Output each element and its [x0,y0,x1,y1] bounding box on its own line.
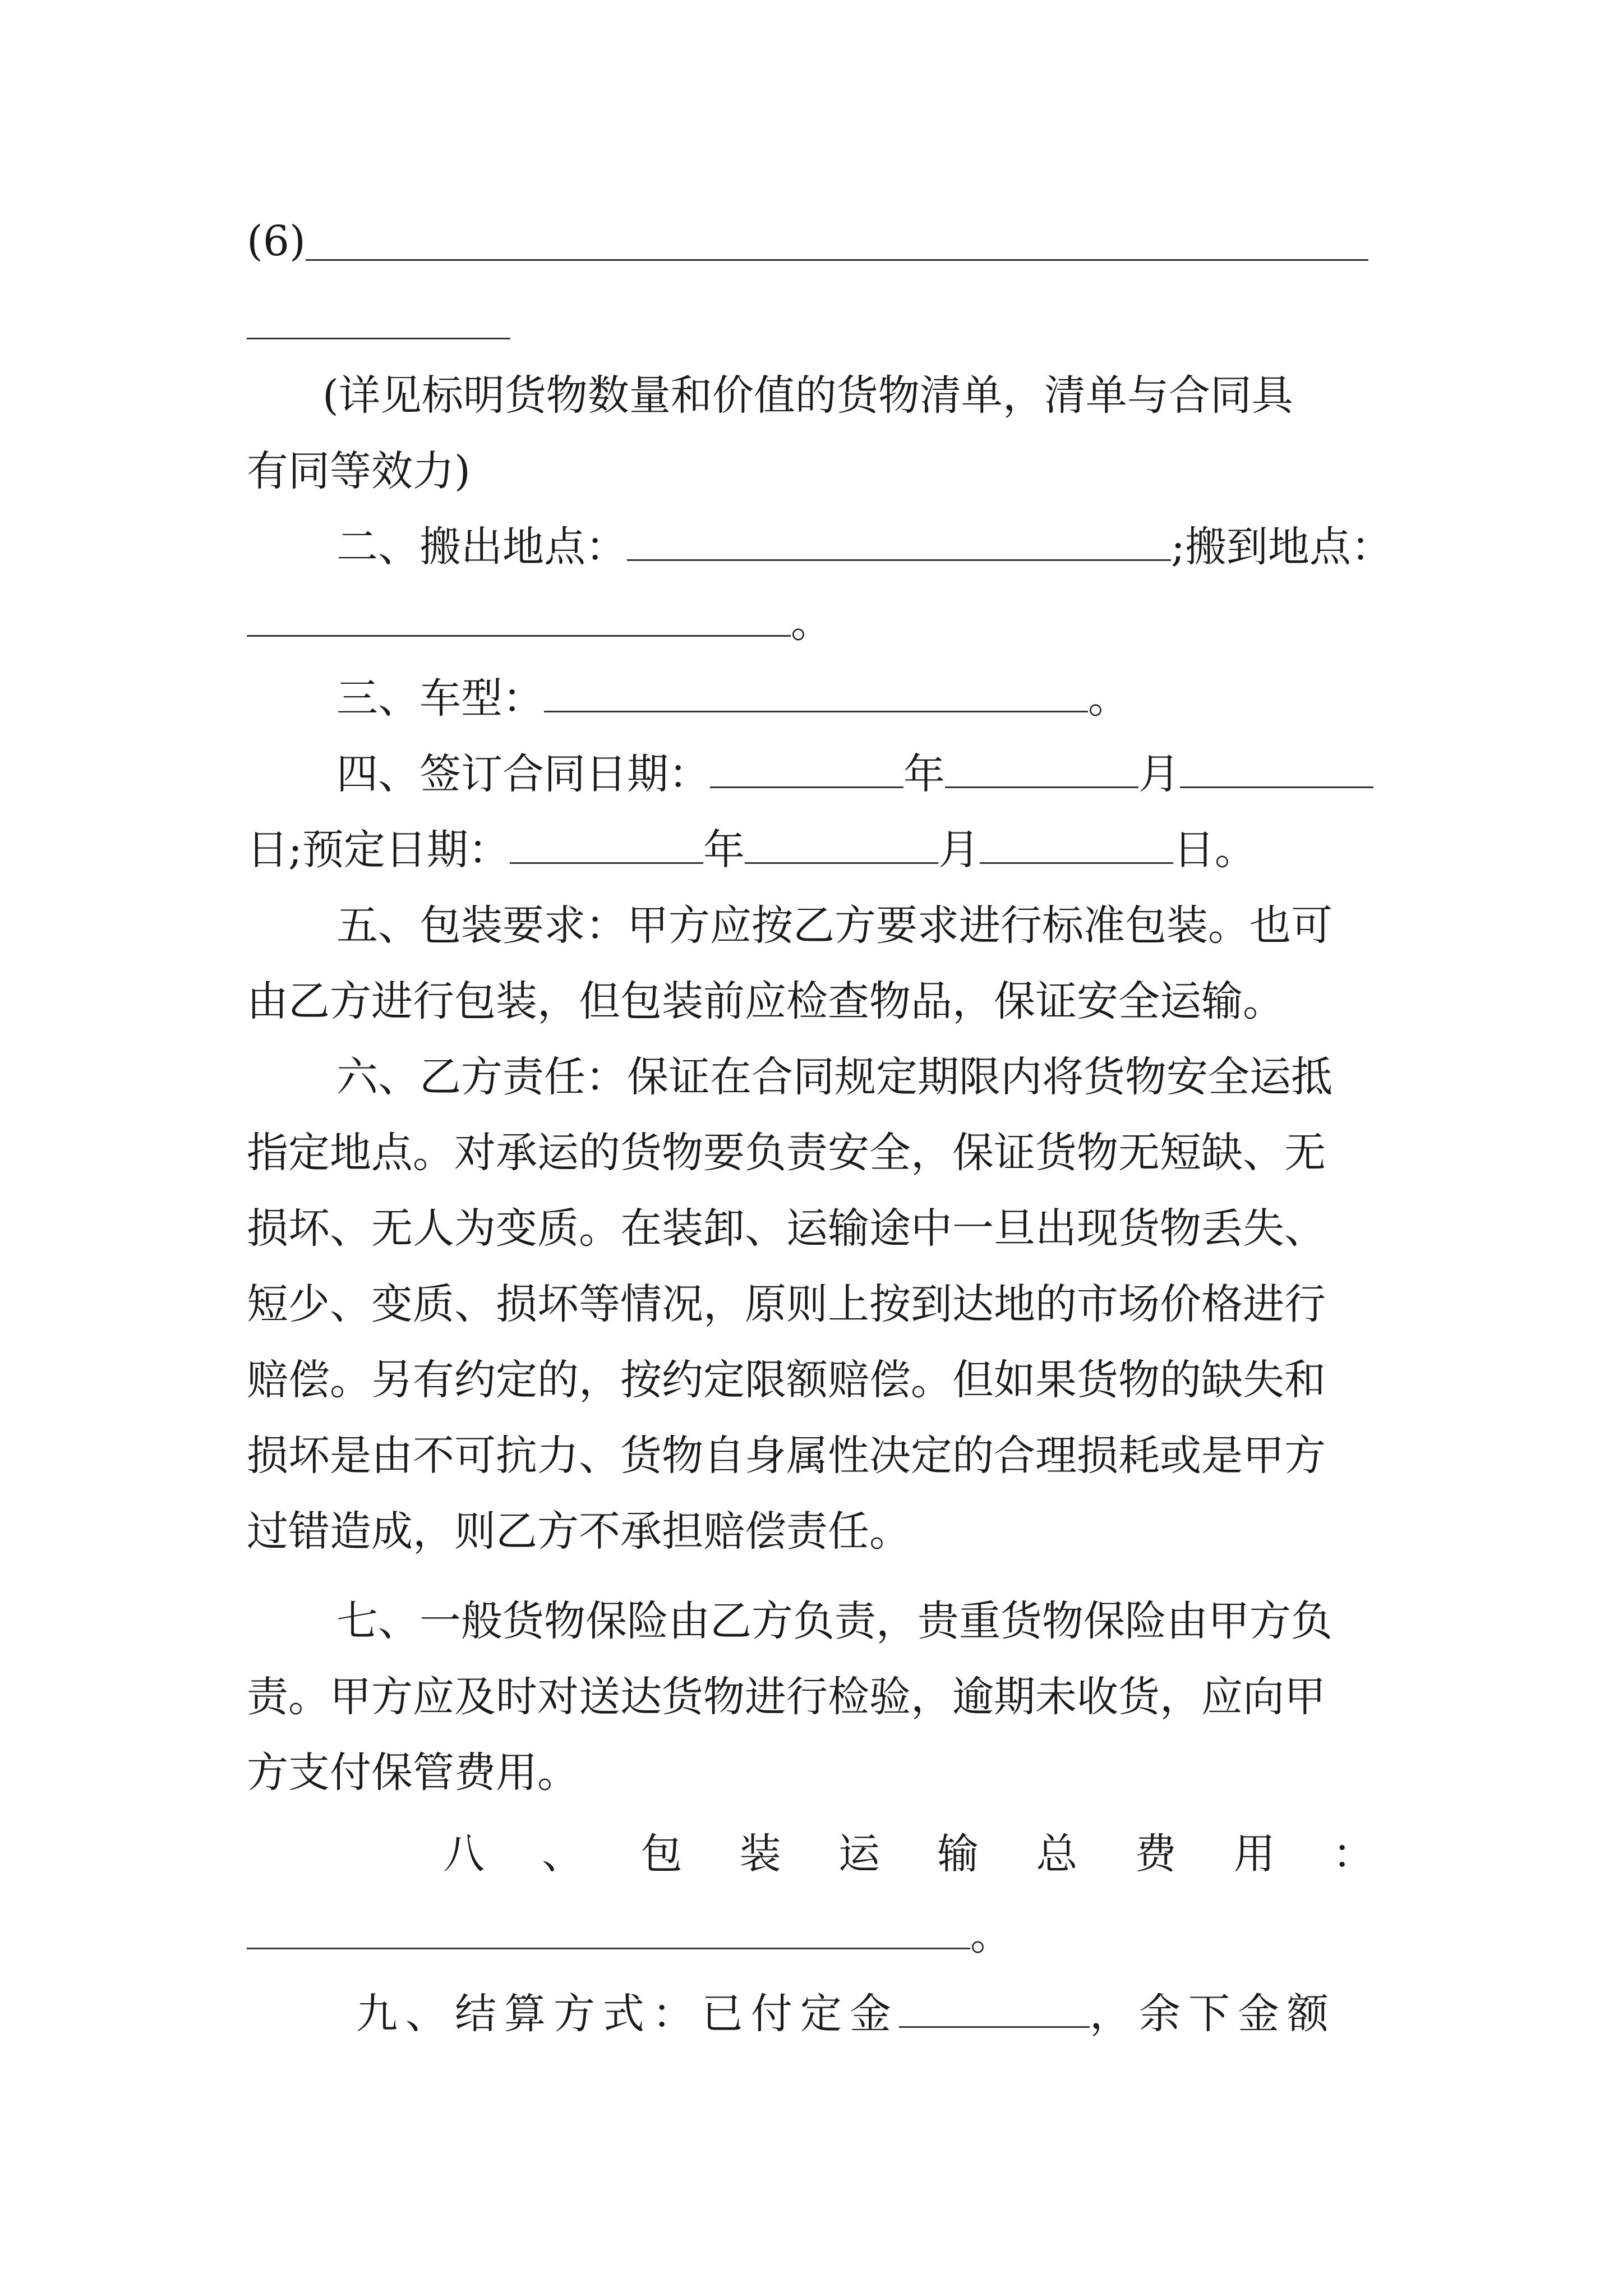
sec4-label: 四、签订合同日期： [336,750,710,798]
item-6-line [247,213,306,269]
item-6-blank [306,259,1368,261]
sign-day-blank [1180,747,1373,788]
sec9-rest: ，余下金额 [1090,1990,1336,2038]
sec3-line [336,670,1129,726]
sec4-month-2: 月 [938,826,980,874]
move-out-address-blank [627,520,1171,561]
item-6-marker: (6) [247,217,306,265]
sign-year-blank [710,747,903,788]
sec9-line [356,1986,1336,2042]
sign-month-blank [945,747,1138,788]
sec7-line-1: 七、一般货物保险由乙方负责，贵重货物保险由甲方负 [336,1597,1332,1645]
sec6-line-7: 过错造成，则乙方不承担赔偿责任。 [247,1507,911,1556]
sec3-label: 三、车型： [336,674,544,723]
sec8-char: 装 [739,1830,781,1878]
sec4-day: 日 [247,826,288,874]
sec8-end: 。 [970,1911,1012,1959]
sec6-line-6: 损坏是由不可抗力、货物自身属性决定的合理损耗或是甲方 [247,1432,1326,1480]
total-fee-blank [247,1908,970,1949]
item-6-blank-continuation [247,338,510,339]
sec6-line-3: 损坏、无人为变质。在装卸、运输途中一旦出现货物丢失、 [247,1204,1326,1253]
sec8-char: 费 [1135,1830,1177,1878]
sec5-line-1: 五、包装要求：甲方应按乙方要求进行标准包装。也可 [336,901,1332,950]
sec8-char: 、 [542,1830,584,1878]
sec4-day-2: 日。 [1173,826,1256,874]
sec3-end: 。 [1088,674,1129,723]
sec8-line-2 [247,1907,1012,1963]
sec6-line-1: 六、乙方责任：保证在合同规定期限内将货物安全运抵 [336,1053,1332,1101]
scheduled-month-blank [745,823,938,864]
sec6-line-5: 赔偿。另有约定的，按约定限额赔偿。但如果货物的缺失和 [247,1356,1326,1404]
scheduled-year-blank [510,823,703,864]
sec8-line-1 [443,1826,1374,1882]
sec8-char: 输 [937,1830,979,1878]
sec4-year-2: 年 [703,826,745,874]
sec4-year: 年 [903,750,945,798]
sec2-end: 。 [791,599,832,647]
sec2-line-2 [247,595,832,651]
note-line-2: 有同等效力) [247,447,471,495]
sec8-char: 包 [640,1830,683,1878]
sec7-line-3: 方支付保管费用。 [247,1749,579,1797]
sec8-char: 用 [1233,1830,1275,1878]
note-line-1: (详见标明货物数量和价值的货物清单，清单与合同具 [322,371,1293,420]
sec5-line-2: 由乙方进行包装，但包装前应检查物品，保证安全运输。 [247,977,1284,1025]
sec4-line-2 [247,822,1256,878]
deposit-blank [899,1987,1090,2028]
sec8-char: 八 [443,1830,485,1878]
sec2-label-2: ;搬到地点： [1171,523,1393,571]
sec4-label-2: ;预定日期： [288,826,510,874]
sec6-line-4: 短少、变质、损坏等情况，原则上按到达地的市场价格进行 [247,1280,1326,1328]
sec8-char: 运 [838,1830,880,1878]
sec2-line-1 [336,519,1393,575]
sec8-char: ： [1332,1830,1374,1878]
sec2-label: 二、搬出地点： [336,523,627,571]
move-to-address-blank [247,596,791,637]
sec8-char: 总 [1036,1830,1078,1878]
sec7-line-2: 责。甲方应及时对送达货物进行检验，逾期未收货，应向甲 [247,1673,1326,1721]
scheduled-day-blank [980,823,1173,864]
sec4-line-1 [336,746,1373,802]
sec4-month: 月 [1138,750,1180,798]
sec9-label: 九、结算方式：已付定金 [356,1990,899,2038]
vehicle-type-blank [544,671,1088,712]
sec6-line-2: 指定地点。对承运的货物要负责安全，保证货物无短缺、无 [247,1129,1326,1177]
